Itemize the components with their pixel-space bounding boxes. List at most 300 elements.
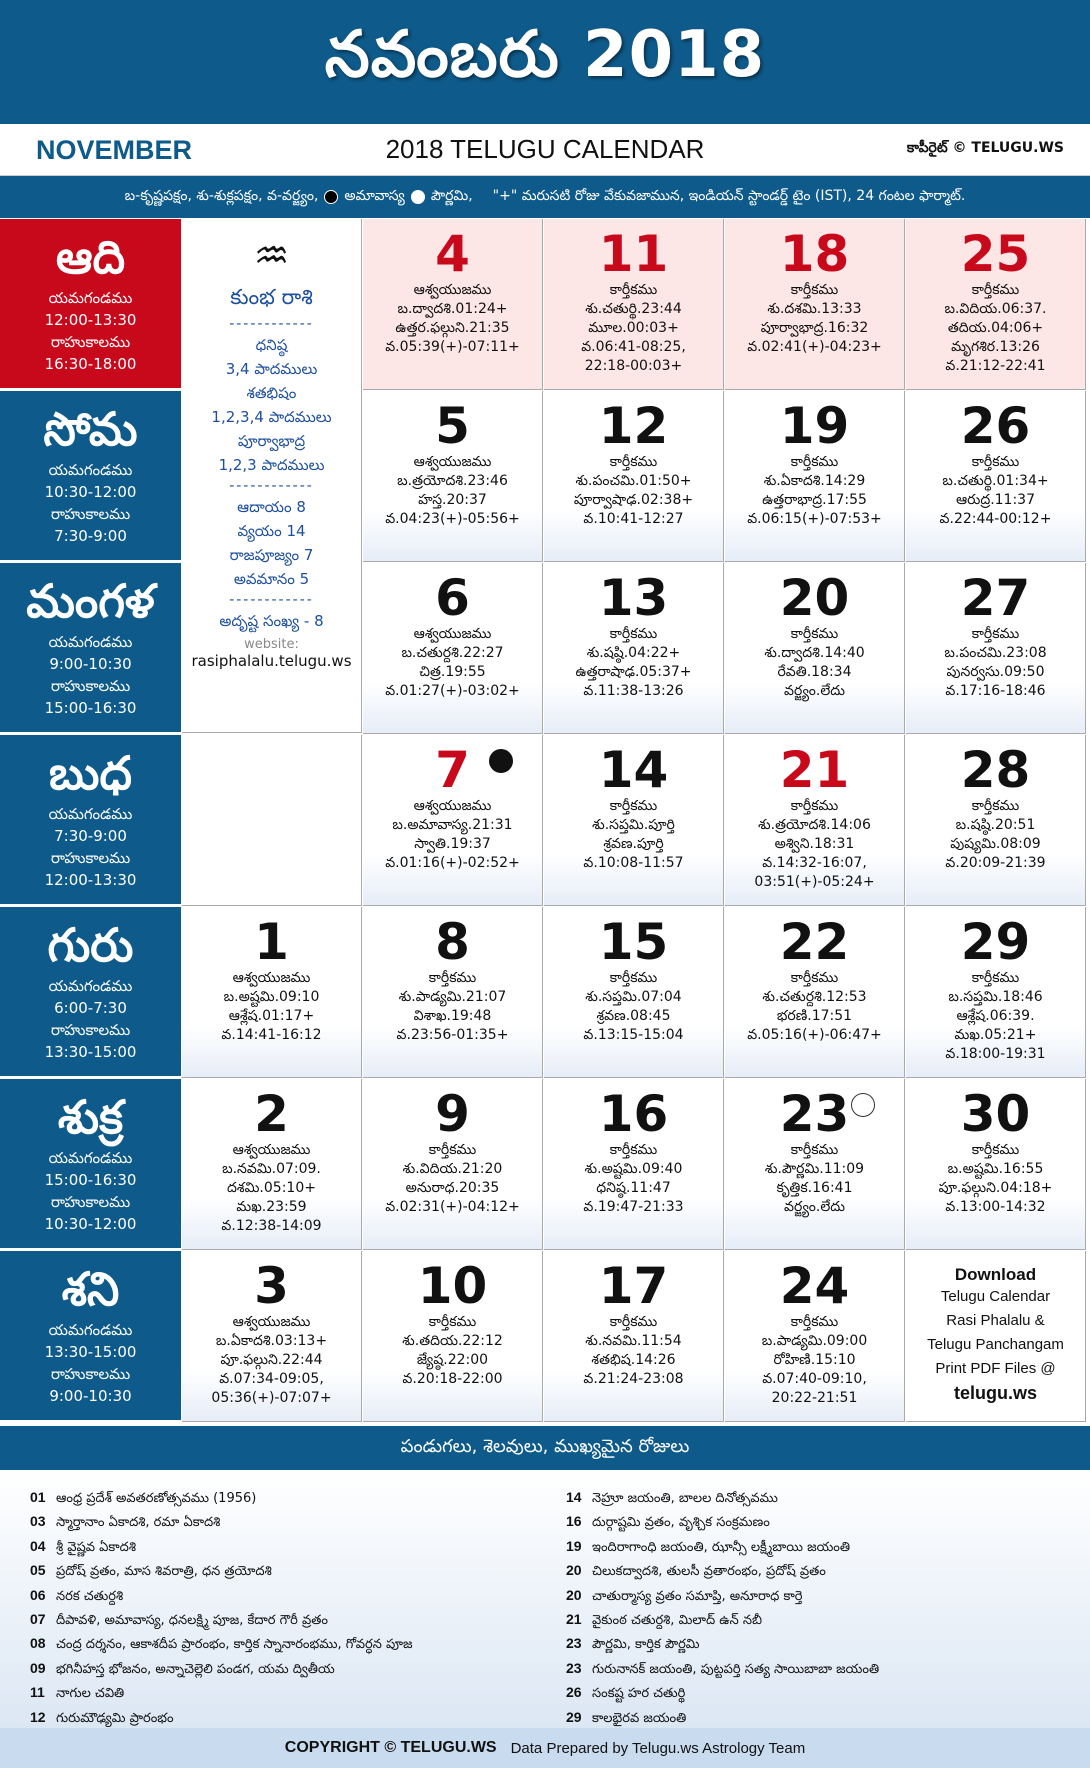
fest-date: 08 xyxy=(30,1635,46,1652)
fest-date: 20 xyxy=(566,1562,582,1579)
month-english: NOVEMBER xyxy=(36,135,193,165)
date-cell-16[interactable] xyxy=(544,1079,724,1250)
list-item xyxy=(566,1681,879,1705)
fest-text: పౌర్ణమి, కార్తిక పౌర్ణమి xyxy=(592,1637,700,1653)
full-moon-icon xyxy=(851,1093,875,1117)
legend-amavasya: అమావాస్య xyxy=(344,187,405,204)
yama-time: 13:30-15:00 xyxy=(44,1343,137,1361)
fest-date: 01 xyxy=(30,1489,46,1505)
cell-line: బ.పాడ్యమి.09:00 xyxy=(761,1333,868,1349)
rasi-line: పూర్వాభాద్ర xyxy=(237,432,306,450)
date-number: 29 xyxy=(960,913,1031,971)
festivals-list xyxy=(0,1470,1090,1728)
cell-line: వ.02:41(+)-04:23+ xyxy=(747,339,882,355)
legend-bar xyxy=(0,176,1090,218)
cell-line: బ.ద్వాదశి.01:24+ xyxy=(397,301,508,317)
date-cell-23[interactable] xyxy=(725,1079,905,1250)
new-moon-icon xyxy=(324,190,338,204)
website-link[interactable]: rasiphalalu.telugu.ws xyxy=(191,652,352,670)
fest-date: 26 xyxy=(566,1684,582,1701)
cell-line: కార్తీకము xyxy=(609,282,658,298)
rahu-time: 12:00-13:30 xyxy=(44,871,137,889)
cell-line: కార్తీకము xyxy=(971,626,1020,642)
date-cell-8[interactable] xyxy=(363,907,543,1078)
cell-line: కార్తీకము xyxy=(609,970,658,986)
rasi-line: 3,4 పాదములు xyxy=(225,360,318,378)
cell-line: వ.23:56-01:35+ xyxy=(396,1027,509,1043)
cell-line: ఆశ్వయుజము xyxy=(232,970,311,986)
download-line: Telugu Panchangam xyxy=(927,1336,1064,1353)
day-label-wednesday xyxy=(0,735,181,906)
rahu-label: రాహుకాలము xyxy=(50,677,131,695)
cell-line: కార్తీకము xyxy=(971,970,1020,986)
cell-line: వ.11:38-13:26 xyxy=(583,683,684,699)
cell-line: బ.పంచమి.23:08 xyxy=(944,645,1047,661)
cell-line: బ.చతుర్థి.01:34+ xyxy=(942,473,1049,489)
date-number: 15 xyxy=(598,913,669,971)
date-cell-10[interactable] xyxy=(363,1251,543,1422)
cell-line: వ.01:16(+)-02:52+ xyxy=(385,855,520,871)
rahu-time: 15:00-16:30 xyxy=(44,699,137,717)
list-item xyxy=(566,1632,879,1656)
day-name: ఆది xyxy=(55,230,126,284)
day-name: గురు xyxy=(47,918,134,972)
day-label-saturday xyxy=(0,1251,181,1422)
title-bar xyxy=(0,0,1090,124)
cell-line: ఉత్తరాభాద్ర.17:55 xyxy=(762,492,867,508)
cell-line: వ.14:32-16:07, xyxy=(762,855,867,871)
yama-label: యమగండము xyxy=(48,461,133,479)
empty-cell xyxy=(182,735,362,906)
cell-line: కార్తీకము xyxy=(790,798,839,814)
cell-line: శు.ఏకాదశి.14:29 xyxy=(763,473,866,489)
rasi-line: వ్యయం 14 xyxy=(237,522,306,540)
rahu-label: రాహుకాలము xyxy=(50,333,131,351)
cell-line: కార్తీకము xyxy=(428,1314,477,1330)
cell-line: అశ్విని.18:31 xyxy=(774,836,855,852)
download-link[interactable]: telugu.ws xyxy=(953,1383,1037,1403)
yama-label: యమగండము xyxy=(48,1149,133,1167)
date-number: 30 xyxy=(960,1085,1031,1143)
fest-date: 05 xyxy=(30,1562,46,1579)
cell-line: వ.10:41-12:27 xyxy=(583,511,684,527)
fest-text: గురుమౌఢ్యమి ప్రారంభం xyxy=(56,1710,174,1726)
fest-text: కాలభైరవ జయంతి xyxy=(592,1710,687,1726)
cell-line: వ.13:00-14:32 xyxy=(945,1199,1046,1215)
yama-label: యమగండము xyxy=(48,289,133,307)
fest-text: చాతుర్మాస్య వ్రతం సమాప్తి, అనూరాధ కార్తె xyxy=(592,1588,803,1604)
full-moon-icon xyxy=(411,190,425,204)
fest-text: ఇందిరాగాంధి జయంతి, ఝాన్సీ లక్ష్మీబాయి జయంతి xyxy=(592,1539,851,1555)
list-item xyxy=(566,1535,879,1559)
cell-line: వ.05:16(+)-06:47+ xyxy=(747,1027,882,1043)
cell-line: శతభిష.14:26 xyxy=(591,1352,676,1368)
fest-date: 29 xyxy=(566,1708,582,1725)
cell-line: శు.దశమి.13:33 xyxy=(767,301,862,317)
date-cell-21[interactable] xyxy=(725,735,905,906)
rahu-label: రాహుకాలము xyxy=(50,505,131,523)
cell-line: కార్తీకము xyxy=(790,970,839,986)
list-item xyxy=(566,1608,879,1632)
date-cell-18[interactable] xyxy=(725,219,905,390)
date-number: 13 xyxy=(598,569,669,627)
date-cell-7[interactable] xyxy=(363,735,543,906)
date-cell-9[interactable] xyxy=(363,1079,543,1250)
date-cell-1[interactable] xyxy=(182,907,362,1078)
fest-text: చిలుకద్వాదశి, తులసీ వ్రతారంభం, ప్రదోష్ వ్రతం xyxy=(592,1564,826,1580)
page-title: నవంబరు 2018 xyxy=(324,17,766,92)
yama-time: 9:00-10:30 xyxy=(49,655,132,673)
cell-line: శు.పాడ్యమి.21:07 xyxy=(398,989,507,1005)
rahu-time: 9:00-10:30 xyxy=(49,1387,132,1405)
festivals-left-column xyxy=(30,1486,413,1730)
date-number: 19 xyxy=(779,397,850,455)
fest-date: 11 xyxy=(30,1684,45,1701)
yama-time: 15:00-16:30 xyxy=(44,1171,137,1189)
cell-line: ఆశ్వయుజము xyxy=(232,1314,311,1330)
rasi-line: 1,2,3,4 పాదములు xyxy=(211,408,332,426)
date-cell-12[interactable] xyxy=(544,391,724,562)
aquarius-icon: ♒ xyxy=(253,233,290,279)
cell-line: కార్తీకము xyxy=(971,798,1020,814)
list-item xyxy=(566,1486,879,1510)
cell-line: శు.చతుర్థి.23:44 xyxy=(585,301,682,317)
date-cell-29[interactable] xyxy=(906,907,1086,1078)
fest-text: స్మార్తానాం ఏకాదశి, రమా ఏకాదశి xyxy=(56,1515,221,1531)
cell-line: వ.06:41-08:25, xyxy=(581,339,686,355)
cell-line: స్వాతి.19:37 xyxy=(414,836,491,852)
date-cell-3[interactable] xyxy=(182,1251,362,1422)
cell-line: కార్తీకము xyxy=(609,1142,658,1158)
date-cell-28[interactable] xyxy=(906,735,1086,906)
cell-line: శు.షష్ఠి.04:22+ xyxy=(586,645,681,661)
cell-line: ఆశ్లేష.01:17+ xyxy=(228,1008,315,1024)
date-number: 21 xyxy=(779,741,850,799)
cell-line: బ.అష్టమి.16:55 xyxy=(947,1161,1044,1177)
cell-line: శు.విదియ.21:20 xyxy=(402,1161,503,1177)
cell-line: శు.సప్తమి.07:04 xyxy=(585,989,682,1005)
date-cell-24[interactable] xyxy=(725,1251,905,1422)
day-name: శని xyxy=(61,1262,120,1316)
fest-date: 21 xyxy=(566,1611,582,1628)
day-name: శుక్ర xyxy=(57,1090,124,1144)
rasi-line: రాజపూజ్యం 7 xyxy=(229,546,314,564)
cell-line: దశమి.05:10+ xyxy=(227,1180,316,1196)
cell-line: బ.నవమి.07:09. xyxy=(222,1161,321,1177)
cell-line: కార్తీకము xyxy=(971,454,1020,470)
cell-line: 20:22-21:51 xyxy=(771,1390,858,1406)
date-number: 24 xyxy=(779,1257,850,1315)
date-cell-5[interactable] xyxy=(363,391,543,562)
date-number: 20 xyxy=(779,569,850,627)
rahu-label: రాహుకాలము xyxy=(50,1193,131,1211)
rahu-time: 10:30-12:00 xyxy=(44,1215,137,1233)
rasi-name: కుంభ రాశి xyxy=(230,285,313,309)
fest-text: చంద్ర దర్శనం, ఆకాశదీప ప్రారంభం, కార్తిక స్నానారంభము, గోవర్ధన పూజ xyxy=(56,1637,413,1653)
cell-line: వ.05:39(+)-07:11+ xyxy=(385,339,520,355)
cell-line: శ్రవణ.పూర్తి xyxy=(603,836,664,852)
cell-line: మఖ.05:21+ xyxy=(954,1027,1037,1043)
cell-line: బ.అష్టమి.09:10 xyxy=(223,989,320,1005)
sub-header xyxy=(0,124,1090,176)
yama-label: యమగండము xyxy=(48,805,133,823)
cell-line: అనురాధ.20:35 xyxy=(405,1180,500,1196)
download-line: Rasi Phalalu & xyxy=(946,1312,1045,1329)
cell-line: శు.సప్తమి.పూర్తి xyxy=(592,817,675,833)
cell-line: వ.10:08-11:57 xyxy=(583,855,684,871)
day-label-sunday xyxy=(0,219,181,390)
cell-line: ఆశ్వయుజము xyxy=(413,626,492,642)
rahu-label: రాహుకాలము xyxy=(50,1365,131,1383)
lucky-number: అదృష్ట సంఖ్య - 8 xyxy=(219,612,324,630)
fest-date: 16 xyxy=(566,1513,582,1530)
fest-text: నరక చతుర్దశి xyxy=(56,1588,124,1604)
list-item xyxy=(30,1608,413,1632)
list-item xyxy=(566,1657,879,1681)
cell-line: కార్తీకము xyxy=(971,1142,1020,1158)
cell-line: మఖ.23:59 xyxy=(236,1199,307,1215)
cell-line: శు.పంచమి.01:50+ xyxy=(575,473,692,489)
date-number: 5 xyxy=(435,397,470,455)
cell-line: మూల.00:03+ xyxy=(588,320,679,336)
cell-line: బ.ఏకాదశి.03:13+ xyxy=(215,1333,328,1349)
list-item xyxy=(30,1706,413,1730)
rasi-line: 1,2,3 పాదములు xyxy=(218,456,325,474)
cell-line: వ.20:18-22:00 xyxy=(402,1371,503,1387)
date-cell-26[interactable] xyxy=(906,391,1086,562)
date-cell-17[interactable] xyxy=(544,1251,724,1422)
cell-line: శు.ద్వాదశి.14:40 xyxy=(764,645,865,661)
day-label-tuesday xyxy=(0,563,181,734)
list-item xyxy=(30,1657,413,1681)
list-item xyxy=(30,1681,413,1705)
copyright-label: కాపీరైట్ © TELUGU.WS xyxy=(906,140,1064,156)
cell-line: వ.13:15-15:04 xyxy=(583,1027,684,1043)
cell-line: రేవతి.18:34 xyxy=(777,664,852,680)
date-cell-4[interactable] xyxy=(363,219,543,390)
fest-text: గురునానక్ జయంతి, పుట్టపర్తి సత్య సాయిబాబా జయంతి xyxy=(592,1661,880,1677)
cell-line: పూ.ఫల్గుని.22:44 xyxy=(220,1352,323,1368)
fest-text: నాగుల చవితి xyxy=(56,1686,125,1702)
date-number: 18 xyxy=(779,225,850,283)
date-number: 8 xyxy=(435,913,470,971)
date-number: 17 xyxy=(598,1257,669,1315)
cell-line: చిత్ర.19:55 xyxy=(419,664,486,680)
cell-line: భరణి.17:51 xyxy=(776,1008,853,1024)
cell-line: బ.సప్తమి.18:46 xyxy=(948,989,1043,1005)
download-line: Print PDF Files @ xyxy=(935,1360,1056,1377)
rasi-line: ఆదాయం 8 xyxy=(237,498,306,516)
cell-line: వ.19:47-21:33 xyxy=(583,1199,684,1215)
date-number: 22 xyxy=(779,913,850,971)
fest-date: 23 xyxy=(566,1659,582,1676)
date-cell-30[interactable] xyxy=(906,1079,1086,1250)
download-line: Telugu Calendar xyxy=(940,1288,1051,1305)
rahu-time: 16:30-18:00 xyxy=(44,355,137,373)
fest-date: 06 xyxy=(30,1586,46,1603)
cell-line: వ.04:23(+)-05:56+ xyxy=(385,511,520,527)
day-label-friday xyxy=(0,1079,181,1250)
fest-date: 04 xyxy=(30,1537,46,1554)
fest-text: శ్రీ వైష్ణవ ఏకాదశి xyxy=(56,1539,137,1555)
legend-paksha: బ-కృష్ణపక్షం, శు-శుక్లపక్షం, వ-వర్జ్యం, xyxy=(124,187,319,204)
fest-date: 19 xyxy=(566,1537,582,1554)
cell-line: వర్జ్యం.లేదు xyxy=(783,1199,845,1215)
cell-line: బ.అమావాస్య.21:31 xyxy=(392,817,513,833)
date-cell-11[interactable] xyxy=(544,219,724,390)
date-cell-14[interactable] xyxy=(544,735,724,906)
download-heading: Download xyxy=(954,1265,1037,1284)
separator: ------------ xyxy=(229,592,314,608)
list-item xyxy=(566,1510,879,1534)
yama-label: యమగండము xyxy=(48,977,133,995)
fest-text: సంకష్ట హర చతుర్థి xyxy=(592,1686,686,1702)
cell-line: వ.02:31(+)-04:12+ xyxy=(385,1199,520,1215)
date-number: 12 xyxy=(598,397,669,455)
cell-line: కార్తీకము xyxy=(609,798,658,814)
calendar-grid xyxy=(0,219,1090,1425)
list-item xyxy=(30,1486,413,1510)
cell-line: కార్తీకము xyxy=(609,626,658,642)
rahu-label: రాహుకాలము xyxy=(50,849,131,867)
cell-line: వ.22:44-00:12+ xyxy=(939,511,1052,527)
list-item xyxy=(30,1584,413,1608)
date-cell-22[interactable] xyxy=(725,907,905,1078)
cell-line: ఆరుద్ర.11:37 xyxy=(956,492,1035,508)
fest-date: 07 xyxy=(30,1611,46,1628)
cell-line: కార్తీకము xyxy=(428,970,477,986)
list-item xyxy=(30,1535,413,1559)
cell-line: ఆశ్వయుజము xyxy=(413,798,492,814)
website-label: website: xyxy=(244,637,299,652)
rasi-line: శతభిషం xyxy=(246,384,297,402)
date-number: 23 xyxy=(779,1085,850,1143)
cell-line: శు.తదియ.22:12 xyxy=(402,1333,503,1349)
date-number: 28 xyxy=(960,741,1031,799)
fest-text: దీపావళి, అమావాస్య, ధనలక్ష్మి పూజ, కేదార గౌరీ వ్రతం xyxy=(56,1613,328,1629)
cell-line: వ.01:27(+)-03:02+ xyxy=(385,683,520,699)
cell-line: శు.చతుర్దశి.12:53 xyxy=(762,989,867,1005)
new-moon-icon xyxy=(489,749,513,773)
cell-line: కృత్తిక.16:41 xyxy=(776,1180,853,1196)
cell-line: కార్తీకము xyxy=(609,1314,658,1330)
legend-note: "+" మరుసటి రోజు వేకువజామున, ఇండియన్ స్టాండర్డ్ టైం (IST), 24 గంటల ఫార్మాట్. xyxy=(492,187,966,204)
cell-line: వ.20:09-21:39 xyxy=(945,855,1046,871)
cell-line: కార్తీకము xyxy=(790,454,839,470)
cell-line: కార్తీకము xyxy=(790,1142,839,1158)
cell-line: తదియ.04:06+ xyxy=(947,320,1044,336)
calendar-title: 2018 TELUGU CALENDAR xyxy=(385,134,705,164)
cell-line: హస్త.20:37 xyxy=(418,492,487,508)
rasi-line: ధనిష్ఠ xyxy=(255,336,288,354)
legend-pournami: పౌర్ణమి, xyxy=(430,187,473,204)
separator: ------------ xyxy=(229,316,314,332)
cell-line: శు.అష్టమి.09:40 xyxy=(584,1161,683,1177)
date-number: 9 xyxy=(435,1085,470,1143)
rahu-label: రాహుకాలము xyxy=(50,1021,131,1039)
date-number: 26 xyxy=(960,397,1031,455)
date-cell-2[interactable] xyxy=(182,1079,362,1250)
list-item xyxy=(566,1706,879,1730)
cell-line: వ.18:00-19:31 xyxy=(945,1046,1046,1062)
date-cell-27[interactable] xyxy=(906,563,1086,734)
cell-line: వ.12:38-14:09 xyxy=(221,1218,322,1234)
date-number: 10 xyxy=(417,1257,488,1315)
cell-line: కార్తీకము xyxy=(790,282,839,298)
cell-line: కార్తీకము xyxy=(428,1142,477,1158)
footer-copyright: COPYRIGHT © TELUGU.WS xyxy=(284,1739,497,1756)
cell-line: వ.07:40-09:10, xyxy=(762,1371,867,1387)
date-cell-13[interactable] xyxy=(544,563,724,734)
cell-line: కార్తీకము xyxy=(790,1314,839,1330)
cell-line: బ.షష్ఠి.20:51 xyxy=(955,817,1036,833)
cell-line: 22:18-00:03+ xyxy=(584,358,683,374)
cell-line: ధనిష్ఠ.11:47 xyxy=(596,1180,671,1196)
cell-line: శు.త్రయోదశి.14:06 xyxy=(758,817,871,833)
fest-date: 20 xyxy=(566,1586,582,1603)
date-cell-6[interactable] xyxy=(363,563,543,734)
list-item xyxy=(30,1559,413,1583)
cell-line: వ.06:15(+)-07:53+ xyxy=(747,511,882,527)
fest-text: ప్రదోష్ వ్రతం, మాస శివరాత్రి, ధన త్రయోదశి xyxy=(56,1564,272,1580)
rasi-line: అవమానం 5 xyxy=(233,570,310,588)
fest-date: 14 xyxy=(566,1489,582,1505)
cell-line: వ.17:16-18:46 xyxy=(945,683,1046,699)
date-number: 7 xyxy=(435,741,470,799)
footer xyxy=(0,1728,1090,1768)
cell-line: కార్తీకము xyxy=(609,454,658,470)
festivals-right-column xyxy=(566,1486,879,1730)
cell-line: ఆశ్లేష.06:39. xyxy=(956,1008,1035,1024)
cell-line: పునర్వసు.09:50 xyxy=(946,664,1045,680)
fest-text: వైకుంఠ చతుర్దశి, మిలాద్ ఉన్ నబీ xyxy=(592,1613,763,1629)
date-cell-25[interactable] xyxy=(906,219,1086,390)
fest-text: భగినీహస్త భోజనం, అన్నాచెల్లెలి పండగ, యమ ద్వితీయ xyxy=(56,1661,335,1677)
date-number: 3 xyxy=(254,1257,289,1315)
cell-line: వ.21:12-22:41 xyxy=(945,358,1046,374)
fest-date: 03 xyxy=(30,1513,46,1530)
cell-line: పూర్వాషాఢ.02:38+ xyxy=(573,492,694,508)
fest-text: దుర్గాష్టమి వ్రతం, వృశ్చిక సంక్రమణం xyxy=(592,1515,770,1531)
cell-line: ఆశ్వయుజము xyxy=(232,1142,311,1158)
cell-line: 05:36(+)-07:07+ xyxy=(211,1390,332,1406)
download-box[interactable] xyxy=(906,1251,1086,1422)
date-number: 1 xyxy=(254,913,289,971)
fest-date: 23 xyxy=(566,1635,582,1652)
cell-line: శు.పౌర్ణమి.11:09 xyxy=(764,1161,865,1177)
rahu-time: 7:30-9:00 xyxy=(54,527,127,545)
cell-line: బ.విదియ.06:37. xyxy=(944,301,1047,317)
yama-label: యమగండము xyxy=(48,1321,133,1339)
cell-line: బ.చతుర్దశి.22:27 xyxy=(401,645,504,661)
date-number: 16 xyxy=(598,1085,669,1143)
cell-line: శు.నవమి.11:54 xyxy=(585,1333,682,1349)
cell-line: పూ.ఫల్గుని.04:18+ xyxy=(938,1180,1053,1196)
footer-prepared: Data Prepared by Telugu.ws Astrology Team xyxy=(510,1739,806,1757)
cell-line: పూర్వాభాద్ర.16:32 xyxy=(760,320,869,336)
cell-line: ఉత్తర.ఫల్గుని.21:35 xyxy=(395,320,510,336)
list-item xyxy=(566,1584,879,1608)
fest-text: నెహ్రూ జయంతి, బాలల దినోత్సవము xyxy=(592,1491,778,1506)
rasi-panel xyxy=(182,219,362,733)
date-cell-19[interactable] xyxy=(725,391,905,562)
cell-line: 03:51(+)-05:24+ xyxy=(754,874,875,890)
date-number: 14 xyxy=(598,741,669,799)
date-cell-20[interactable] xyxy=(725,563,905,734)
fest-date: 12 xyxy=(30,1708,46,1725)
date-cell-15[interactable] xyxy=(544,907,724,1078)
list-item xyxy=(566,1559,879,1583)
